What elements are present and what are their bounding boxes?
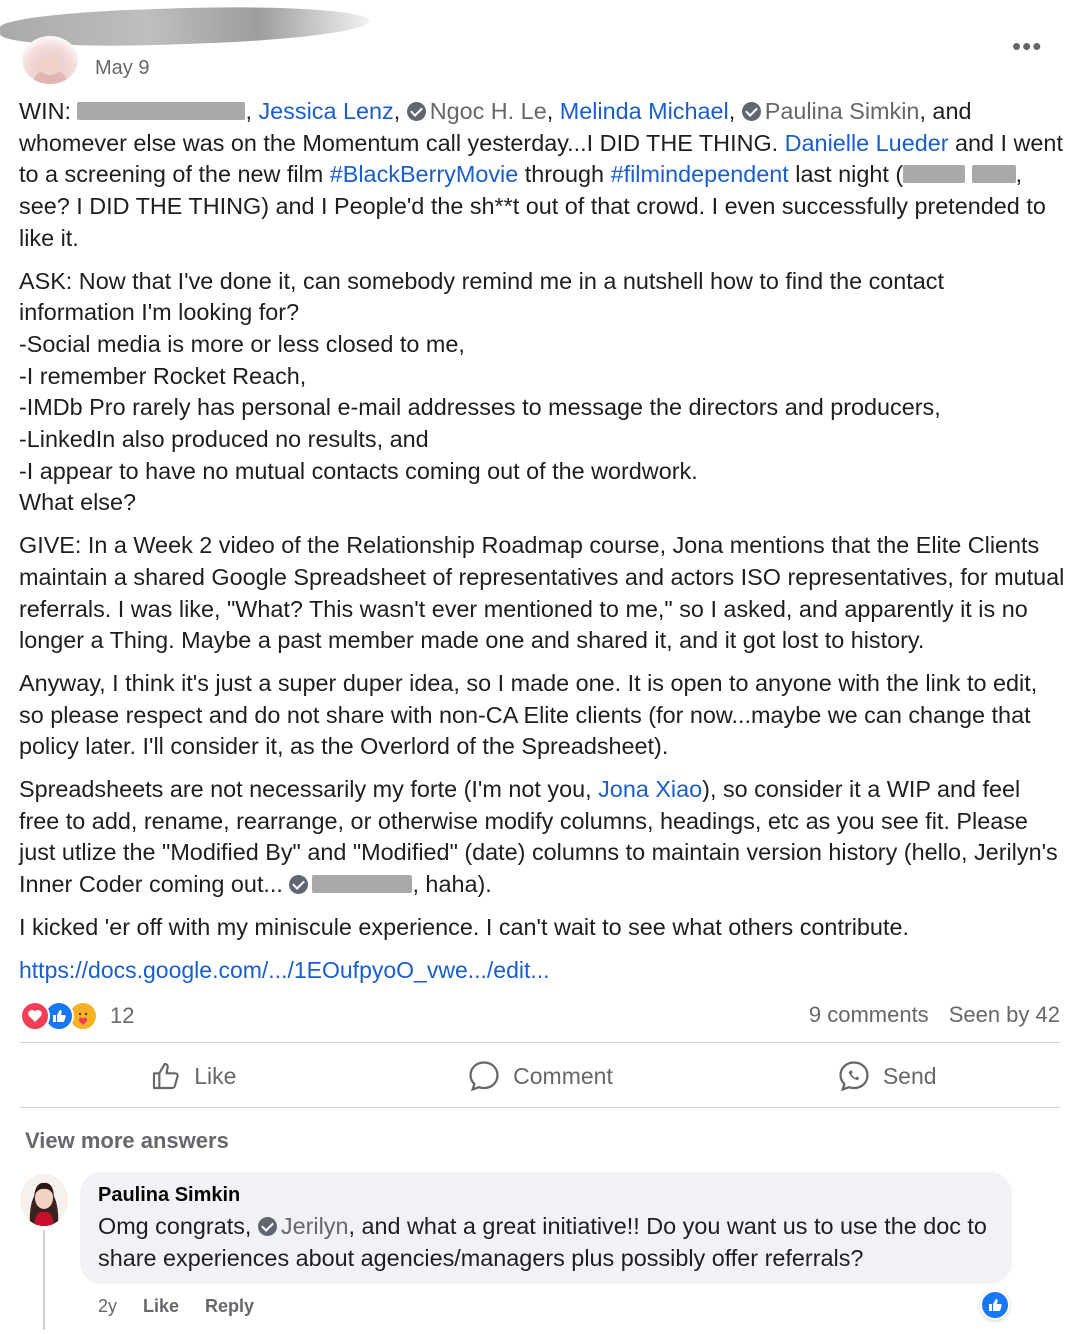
comment-button[interactable]: Comment — [367, 1046, 714, 1106]
more-options-icon[interactable]: ••• — [1012, 31, 1043, 61]
redacted-name — [903, 165, 965, 183]
comment-bubble — [80, 1172, 1012, 1284]
comment-text: Omg congrats, Jerilyn, and what a great initiative!! Do you want us to use the doc to share experiences about agencies/managers plus possibly offer referrals? — [98, 1213, 987, 1271]
redacted-name — [312, 875, 412, 893]
comment-author[interactable]: Paulina Simkin — [98, 1184, 241, 1206]
spreadsheet-link[interactable]: https://docs.google.com/.../1EOufpyoO_vwe.../edit... — [19, 956, 550, 983]
redacted-name — [77, 102, 245, 120]
anyway-paragraph: Anyway, I think it's just a super duper idea, so I made one. It is open to anyone with the link to edit, so please respect and do not share with non-CA Elite clients (for now...maybe we can change that policy later. I'll consider it, as the Overlord of the Spreadsheet). — [19, 669, 1038, 760]
verified-badge-icon — [742, 102, 761, 121]
like-button[interactable]: Like — [20, 1046, 367, 1106]
verified-badge-icon — [258, 1217, 277, 1236]
post-date[interactable]: May 9 — [95, 57, 150, 79]
thumbs-up-icon — [150, 1060, 182, 1092]
divider — [20, 1042, 1060, 1043]
send-button[interactable]: Send — [713, 1046, 1060, 1106]
ask-paragraph: ASK: Now that I've done it, can somebody remind me in a nutshell how to find the contact information I'm looking for? -Social media is more or less closed to me, -I remember Rocket Reach, -IMDb Pro rarely has personal e-mail addresses to message the directors and producers, -LinkedIn also produced no results, and -I appear to have no mutual contacts coming out of the wordwork. What else? — [19, 267, 945, 516]
comment-like-reaction-icon[interactable] — [980, 1290, 1010, 1320]
post-action-bar — [20, 1046, 1060, 1106]
seen-by-count[interactable]: Seen by 42 — [948, 1002, 1060, 1027]
comments-count[interactable]: 9 comments — [808, 1002, 929, 1027]
kicked-paragraph: I kicked 'er off with my miniscule experience. I can't wait to see what others contribute. — [19, 913, 909, 940]
mention-jessica-lenz[interactable]: Jessica Lenz — [258, 98, 394, 124]
spreadsheet-paragraph: Spreadsheets are not necessarily my forte (I'm not you, Jona Xiao), so consider it a WIP and feel free to add, rename, rearrange, or otherwise modify columns, headings, etc as you see fit. Please just utlize the "Modified By" and "Modified" (date) columns to maintain version history (hello, Jerilyn's Inner Coder coming out... , haha). — [19, 776, 1058, 898]
author-avatar[interactable] — [22, 36, 78, 84]
messenger-icon — [837, 1059, 871, 1093]
give-paragraph: GIVE: In a Week 2 video of the Relationship Roadmap course, Jona mentions that the Elite Clients maintain a shared Google Spreadsheet of representatives and actors ISO representatives, for mutual referrals. I was like, "What? This wasn't ever mentioned to me," so I asked, and apparently it is no longer a Thing. Maybe a past member made one and shared it, and it got lost to history. — [19, 532, 1065, 654]
mention-ngoc-h-le[interactable]: Ngoc H. Le — [429, 98, 547, 124]
mention-melinda-michael[interactable]: Melinda Michael — [559, 98, 729, 124]
thread-line — [43, 1230, 45, 1330]
verified-badge-icon — [289, 875, 308, 894]
comment-meta — [98, 1296, 254, 1317]
mention-danielle-lueder[interactable]: Danielle Lueder — [784, 129, 949, 156]
win-paragraph: WIN: , Jessica Lenz, Ngoc H. Le, Melinda Michael, Paulina Simkin, and whomever else was on the Momentum call yesterday...I DID THE THING. Danielle Lueder and I went to a screening of the new film #BlackBerryMovie through #filmindependent last night ( , see? I DID THE THING) and I People'd the sh**t out of that crowd. I even successfully pretended to like it. — [19, 98, 1063, 251]
commenter-avatar[interactable] — [20, 1174, 68, 1226]
comment-timestamp[interactable]: 2y — [98, 1296, 118, 1316]
hashtag-filmindependent[interactable]: #filmindependent — [610, 161, 789, 188]
love-reaction-icon — [20, 1001, 50, 1031]
reaction-count: 12 — [110, 1003, 135, 1028]
mention-paulina-simkin[interactable]: Paulina Simkin — [764, 98, 920, 124]
comment-reply-button[interactable]: Reply — [205, 1296, 255, 1316]
hashtag-blackberrymovie[interactable]: #BlackBerryMovie — [329, 161, 519, 188]
comment-bubble-icon — [467, 1059, 501, 1093]
comment-like-button[interactable]: Like — [143, 1296, 180, 1316]
divider — [20, 1107, 1060, 1108]
reactions-summary[interactable] — [20, 1000, 134, 1032]
post-body — [19, 96, 1065, 997]
redacted-name — [972, 165, 1016, 183]
mention-jerilyn[interactable]: Jerilyn — [280, 1213, 349, 1239]
view-more-answers-link[interactable]: View more answers — [25, 1128, 229, 1153]
mention-jona-xiao[interactable]: Jona Xiao — [598, 776, 703, 803]
verified-badge-icon — [407, 102, 426, 121]
post-stats — [809, 1002, 1060, 1028]
